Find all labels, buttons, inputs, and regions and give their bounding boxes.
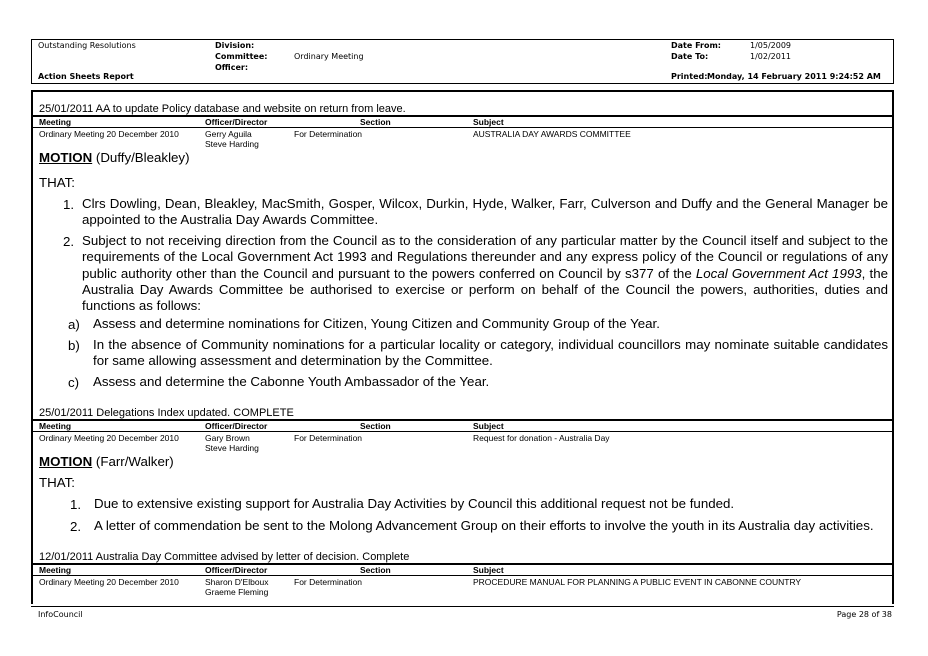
col-officer: Officer/Director [205,117,268,127]
resolution-subitem: Assess and determine the Cabonne Youth Ambassador of the Year. [93,374,490,389]
officer-cell: Steve Harding [205,139,259,149]
col-section: Section [360,421,391,431]
printed-label: Printed: [671,72,708,81]
resolution-item: Clrs Dowling, Dean, Bleakley, MacSmith, Gosper, Wilcox, Durkin, Hyde, Walker, Farr, Culverson and Duffy and the General Manager be appointed to the Australia Day Awards Committee. [82,196,888,228]
motion-heading [39,150,190,166]
motion-heading [39,454,174,470]
divider [33,127,894,128]
item-number: 1. [63,197,75,212]
subitem-letter: b) [68,338,80,353]
that-label: THAT: [39,475,75,490]
officer-label: Officer: [215,63,249,72]
divider [33,115,894,117]
motion-word: MOTION [39,454,93,469]
section-cell: For Determination [294,433,363,443]
col-subject: Subject [473,565,504,575]
report-title: Action Sheets Report [38,72,134,81]
division-label: Division: [215,41,255,50]
divider [33,563,894,565]
officer-cell: Gary Brown [205,433,250,443]
that-label: THAT: [39,175,75,190]
resolution-item: Due to extensive existing support for Australia Day Activities by Council this additional request not be funded. [94,496,735,511]
section-cell: For Determination [294,577,363,587]
date-from-label: Date From: [671,41,722,50]
item-number: 1. [70,497,82,512]
divider [33,419,894,421]
item-number: 2. [70,519,82,534]
date-from-value: 1/05/2009 [750,41,792,50]
resolution-item: Subject to not receiving direction from the Council as to the consideration of any particular matter by the Council itself and subject to the requirements of the Local Government Act 1993 and Regulations thereunder and any express policy of the Council or regulations of any public authority other than the Council and pursuant to the powers conferred on Council by s377 of the Local Government Act 1993, the Australia Day Awards Committee be authorised to exercise or perform on behalf of the Council the powers, authorities, duties and functions as follows: [82,233,889,314]
divider [33,575,894,576]
section-cell: For Determination [294,129,363,139]
col-officer: Officer/Director [205,421,268,431]
resolution-item: A letter of commendation be sent to the Molong Advancement Group on their efforts to involve the youth in its Australia day activities. [94,518,874,533]
resolution-subitem: In the absence of Community nominations for a particular locality or category, individual councillors may nominate suitable candidates for same allowing assessment and determination by the Committee. [93,337,888,369]
officer-cell: Gerry Aguila [205,129,252,139]
date-to-label: Date To: [671,52,709,61]
date-to-value: 1/02/2011 [750,52,792,61]
action-note: 12/01/2011 Australia Day Committee advised by letter of decision. Complete [39,551,410,563]
col-subject: Subject [473,421,504,431]
motion-movers: (Duffy/Bleakley) [95,150,190,165]
committee-value: Ordinary Meeting [294,52,364,61]
motion-movers: (Farr/Walker) [95,454,174,469]
meeting-cell: Ordinary Meeting 20 December 2010 [39,433,179,443]
col-section: Section [360,117,391,127]
col-meeting: Meeting [39,421,72,431]
subitem-letter: c) [68,375,80,390]
col-subject: Subject [473,117,504,127]
report-header [31,39,894,84]
report-name: Outstanding Resolutions [38,41,136,50]
subitem-letter: a) [68,317,80,332]
motion-word: MOTION [39,150,93,165]
action-note: 25/01/2011 AA to update Policy database and website on return from leave. [39,103,406,115]
officer-cell: Steve Harding [205,443,259,453]
page-number: Page 28 of 38 [836,610,892,619]
col-meeting: Meeting [39,117,72,127]
col-section: Section [360,565,391,575]
printed-value: Monday, 14 February 2011 9:24:52 AM [707,72,881,81]
resolution-subitem: Assess and determine nominations for Citizen, Young Citizen and Community Group of the Year. [93,316,660,331]
footer-app-name: InfoCouncil [38,610,83,619]
officer-cell: Graeme Fleming [205,587,269,597]
meeting-cell: Ordinary Meeting 20 December 2010 [39,129,179,139]
officer-cell: Sharon D'Elboux [205,577,269,587]
subject-cell: Request for donation - Australia Day [473,433,610,443]
committee-label: Committee: [215,52,268,61]
divider [33,431,894,432]
action-note: 25/01/2011 Delegations Index updated. COMPLETE [39,407,294,419]
col-officer: Officer/Director [205,565,268,575]
col-meeting: Meeting [39,565,72,575]
subject-cell: PROCEDURE MANUAL FOR PLANNING A PUBLIC EVENT IN CABONNE COUNTRY [473,577,802,587]
meeting-cell: Ordinary Meeting 20 December 2010 [39,577,179,587]
footer-divider [31,606,894,607]
subject-cell: AUSTRALIA DAY AWARDS COMMITTEE [473,129,631,139]
item-number: 2. [63,234,75,249]
